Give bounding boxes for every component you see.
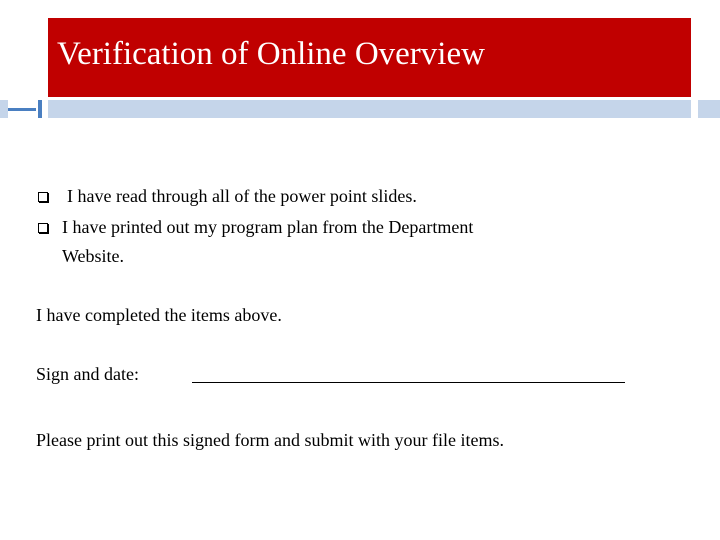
checklist-item-slides: I have read through all of the power point slides.: [67, 186, 417, 206]
checklist-item-program-plan: I have printed out my program plan from the Department: [62, 217, 474, 237]
accent-bar: [8, 108, 36, 111]
completion-statement: I have completed the items above.: [36, 305, 282, 325]
header-rule-left: [0, 100, 8, 118]
slide-title: Verification of Online Overview: [57, 36, 485, 72]
checklist-item-continuation: Website.: [62, 246, 125, 266]
checkbox-bullet-icon: [38, 192, 48, 202]
signature-line: [192, 382, 625, 383]
accent-tick: [38, 100, 42, 118]
title-banner: [48, 18, 691, 97]
submission-instruction: Please print out this signed form and submit with your file items.: [36, 430, 504, 450]
header-rule-right: [698, 100, 720, 118]
sign-label: Sign and date:: [36, 364, 139, 384]
corner-accent: [8, 100, 42, 118]
checkbox-bullet-icon: [38, 223, 48, 233]
header-rule: [48, 100, 691, 118]
